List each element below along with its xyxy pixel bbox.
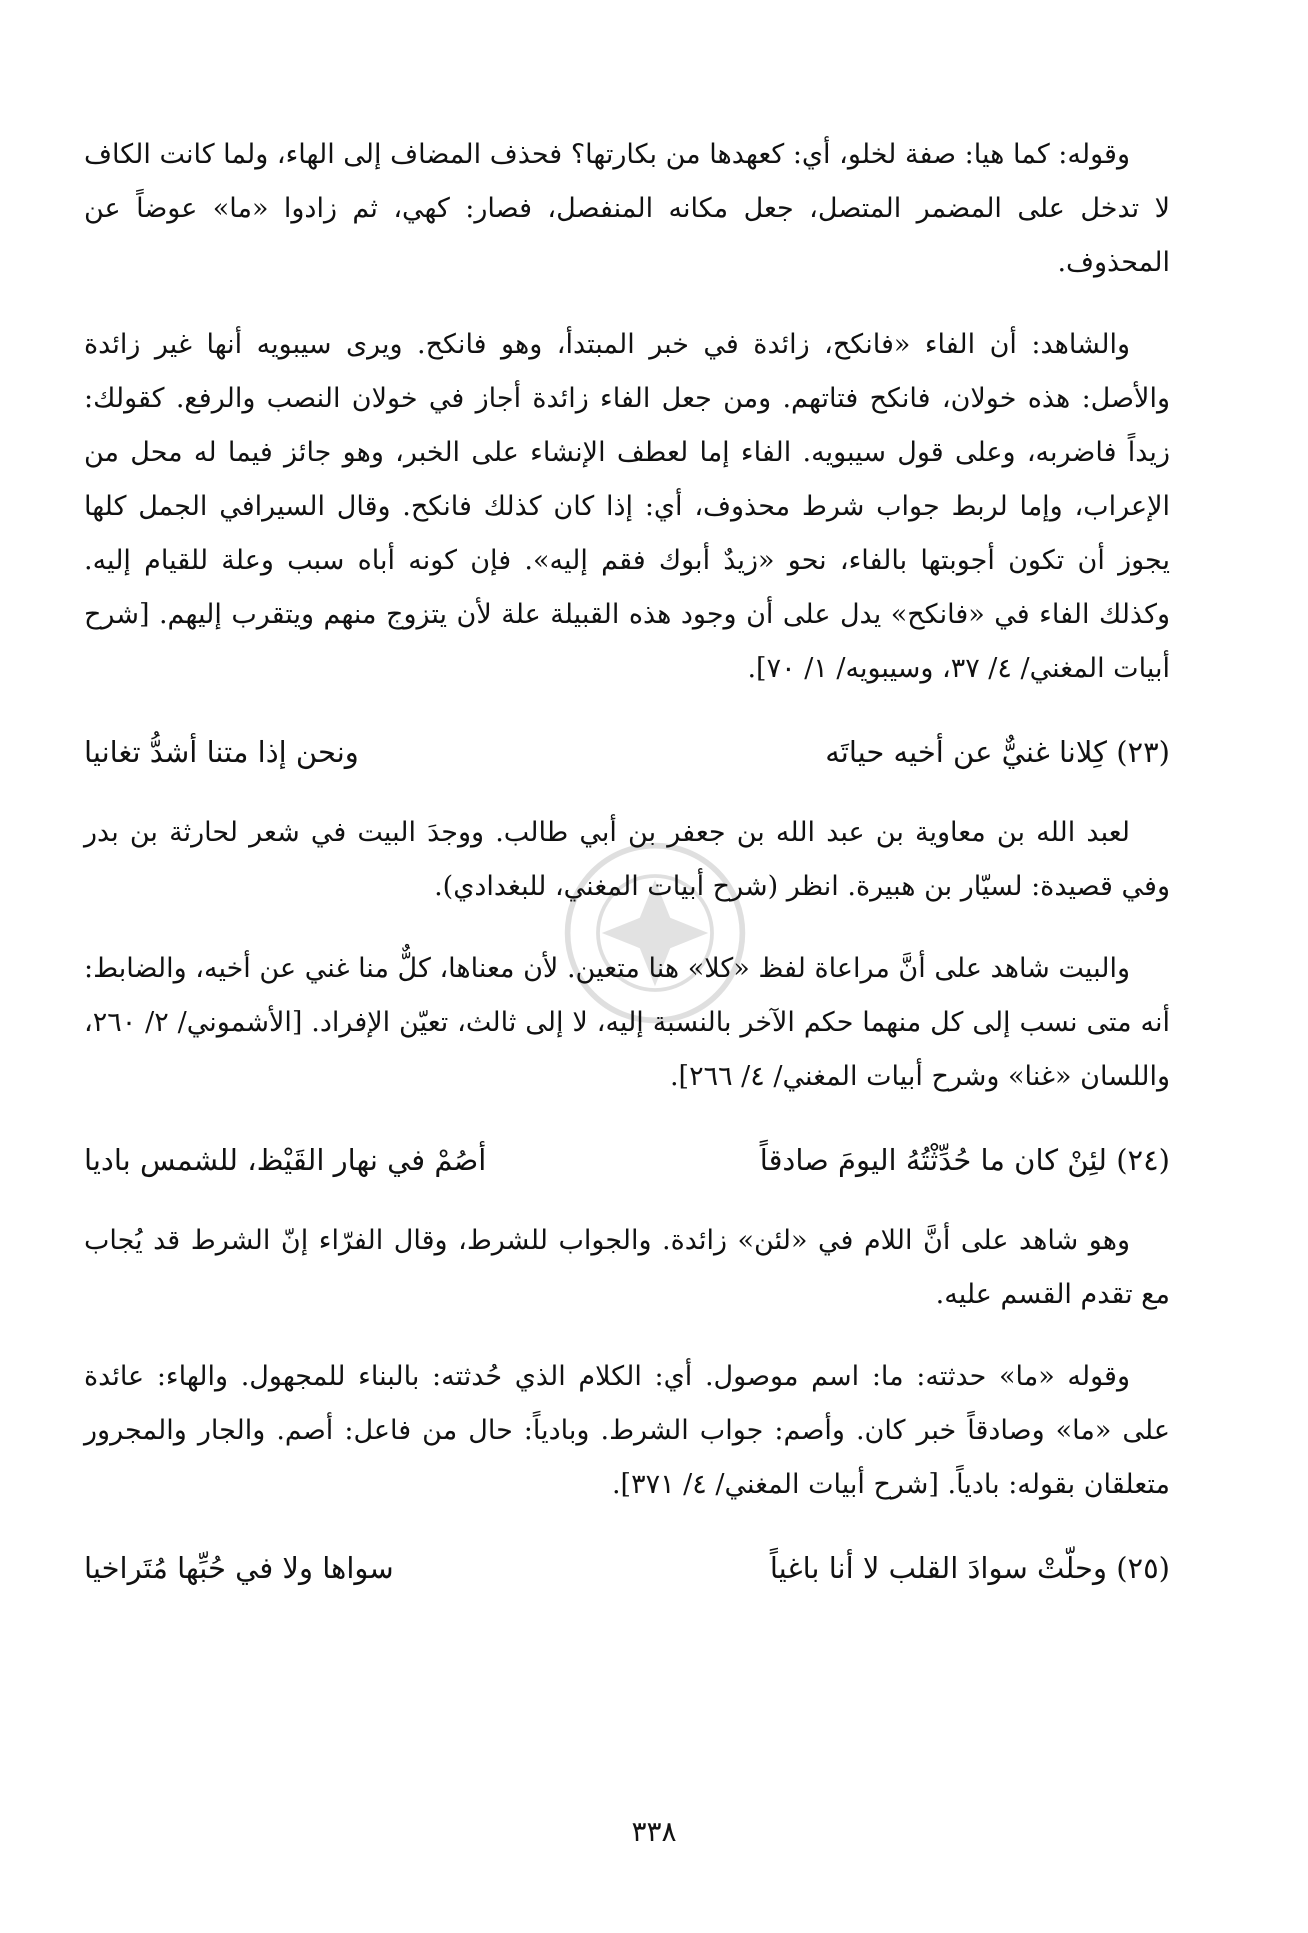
verse-second-hemistich: أصُمْ في نهار القَيْظ، للشمس باديا: [84, 1143, 487, 1177]
paragraph: وقوله: كما هيا: صفة لخلو، أي: كعهدها من بكارتها؟ فحذف المضاف إلى الهاء، ولما كانت الكاف لا تدخل على المضمر المتصل، جعل مكانه المنفصل، فصار: كهي، ثم زادوا «ما» عوضاً عن المحذوف.: [84, 139, 1170, 278]
paragraph: والشاهد: أن الفاء «فانكح، زائدة في خبر المبتدأ، وهو فانكح. ويرى سيبويه أنها غير زائدة والأصل: هذه خولان، فانكح فتاتهم. ومن جعل الفاء زائدة أجاز في خولان النصب والرفع. كقولك: زيداً فاضربه، وعلى قول سيبويه. الفاء إما لعطف الإنشاء على الخبر، وهو جائز فيما له محل من الإعراب، وإما لربط جواب شرط محذوف، أي: إذا كان كذلك فانكح. وقال السيرافي الجمل كلها يجوز أن تكون أجوبتها بالفاء، نحو «زيدٌ أبوك فقم إليه». فإن كونه أباه سبب وعلة للقيام إليه. وكذلك الفاء في «فانكح» يدل على أن وجود هذه القبيلة علة لأن يتزوج منهم ويتقرب إليهم. [شرح أبيات المغني/ ٤/ ٣٧، وسيبويه/ ١/ ٧٠].: [84, 329, 1170, 684]
page-number: ٣٣٨: [631, 1815, 677, 1848]
verse-second-hemistich: سواها ولا في حُبِّها مُتَراخيا: [84, 1551, 394, 1585]
text-column: [84, 128, 1170, 1622]
verse-first-hemistich: (٢٣) كِلانا غنيٌّ عن أخيه حياتَه: [825, 735, 1170, 769]
verse-first-hemistich: (٢٥) وحلّتْ سوادَ القلب لا أنا باغياً: [769, 1551, 1170, 1585]
verse-first-hemistich: (٢٤) لئِنْ كان ما حُدِّثْتُهُ اليومَ صادقاً: [759, 1143, 1170, 1177]
verse-23: [84, 724, 1170, 780]
paragraph: وهو شاهد على أنَّ اللام في «لئن» زائدة. والجواب للشرط، وقال الفرّاء إنّ الشرط قد يُجاب مع تقدم القسم عليه.: [84, 1225, 1170, 1310]
paragraph: وقوله «ما» حدثته: ما: اسم موصول. أي: الكلام الذي حُدثته: بالبناء للمجهول. والهاء: عائدة على «ما» وصادقاً خبر كان. وأصم: جواب الشرط. وبادياً: حال من فاعل: أصم. والجار والمجرور متعلقان بقوله: بادياً. [شرح أبيات المغني/ ٤/ ٣٧١].: [84, 1361, 1170, 1500]
paragraph: والبيت شاهد على أنَّ مراعاة لفظ «كلا» هنا متعين. لأن معناها، كلٌّ منا غني عن أخيه، والضابط: أنه متى نسب إلى كل منهما حكم الآخر بالنسبة إليه، لا إلى ثالث، تعيّن الإفراد. [الأشموني/ ٢/ ٢٦٠، واللسان «غنا» وشرح أبيات المغني/ ٤/ ٢٦٦].: [84, 953, 1170, 1092]
verse-second-hemistich: ونحن إذا متنا أشدُّ تغانيا: [84, 735, 359, 769]
paragraph: لعبد الله بن معاوية بن عبد الله بن جعفر بن أبي طالب. ووجدَ البيت في شعر لحارثة بن بدر وفي قصيدة: لسيّار بن هبيرة. انظر (شرح أبيات المغني، للبغدادي).: [84, 817, 1170, 902]
verse-24: [84, 1132, 1170, 1188]
verse-25: [84, 1540, 1170, 1596]
